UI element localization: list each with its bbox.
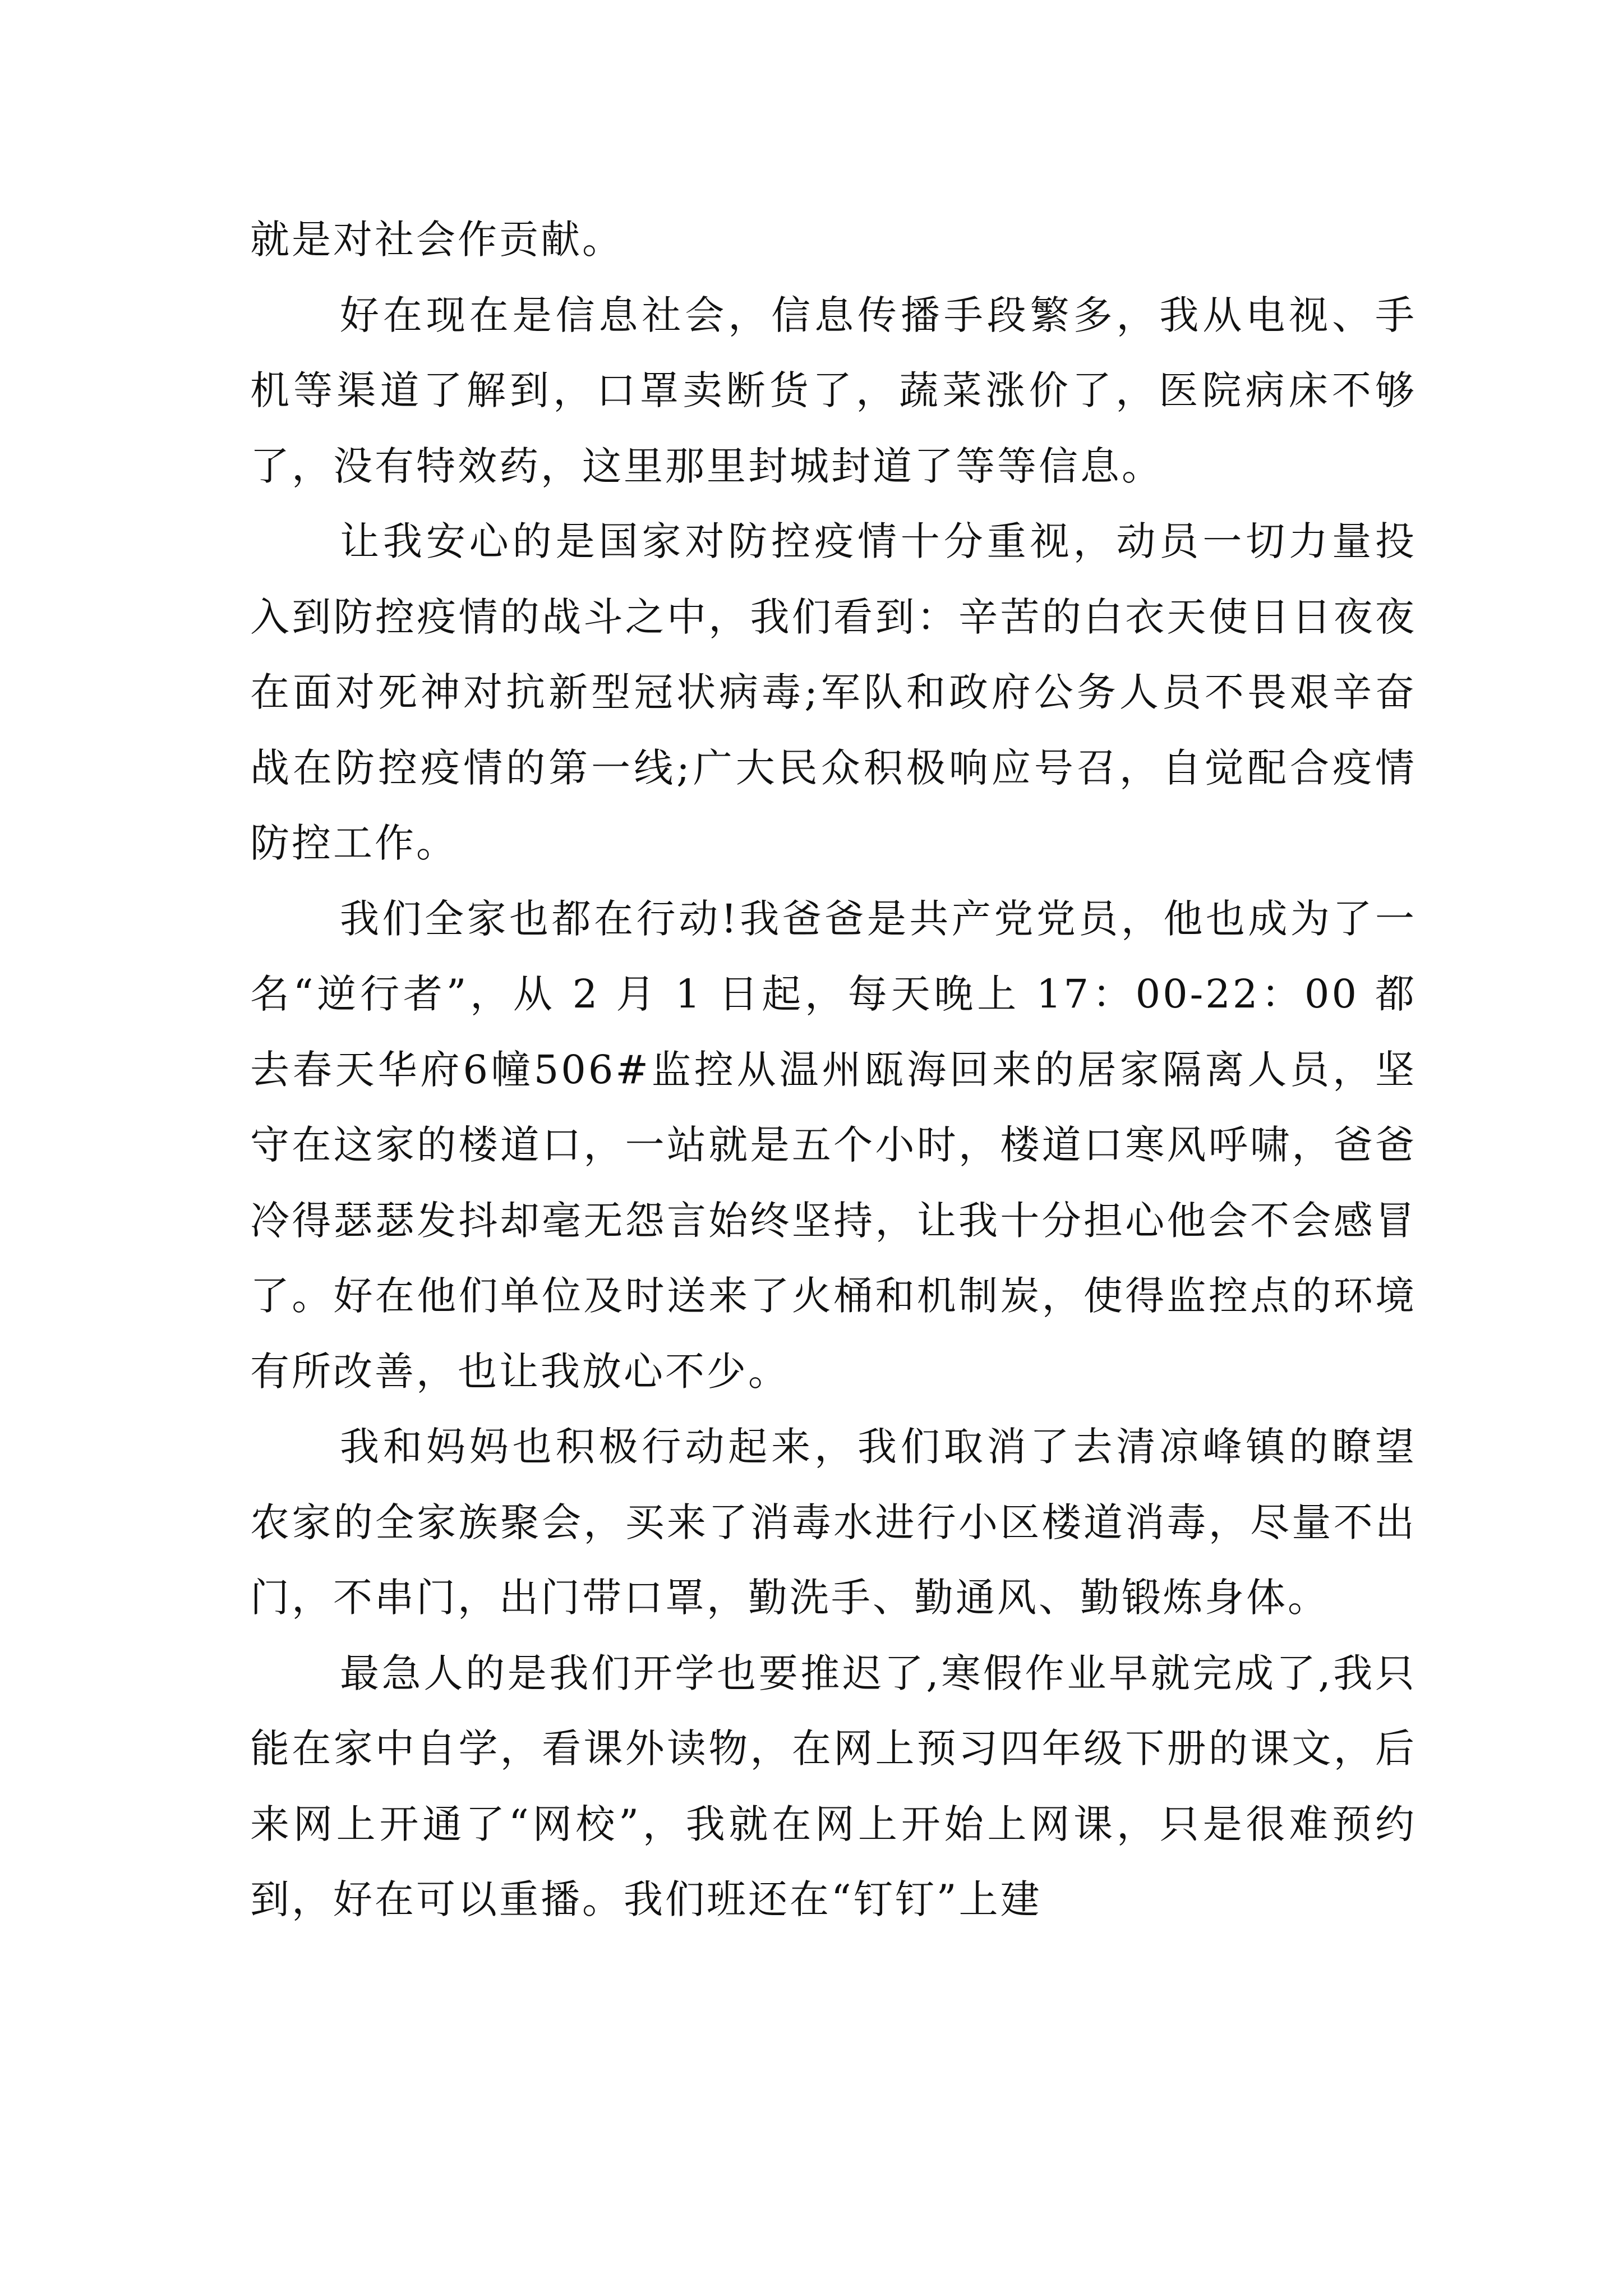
paragraph-information-society: 好在现在是信息社会，信息传播手段繁多，我从电视、手机等渠道了解到，口罩卖断货了，蔬菜涨价了，医院病床不够了，没有特效药，这里那里封城封道了等等信息。 [250, 292, 1417, 489]
paragraph-continuation: 就是对社会作贡献。 [250, 217, 624, 263]
paragraph-family-actions: 我和妈妈也积极行动起来，我们取消了去清凉峰镇的瞭望农家的全家族聚会，买来了消毒水进行小区楼道消毒，尽量不出门，不串门，出门带口罩，勤洗手、勤通风、勤锻炼身体。 [250, 1424, 1417, 1621]
paragraph-school-delay: 最急人的是我们开学也要推迟了,寒假作业早就完成了,我只能在家中自学，看课外读物，在网上预习四年级下册的课文，后来网上开通了“网校”，我就在网上开始上网课，只是很难预约到，好在可以重播。我们班还在“钉钉”上建 [250, 1650, 1417, 1922]
paragraph-national-response: 让我安心的是国家对防控疫情十分重视，动员一切力量投入到防控疫情的战斗之中，我们看到：辛苦的白衣天使日日夜夜在面对死神对抗新型冠状病毒;军队和政府公务人员不畏艰辛奋战在防控疫情的第一线;广大民众积极响应号召，自觉配合疫情防控工作。 [250, 518, 1417, 866]
paragraph-father-volunteer: 我们全家也都在行动!我爸爸是共产党党员，他也成为了一名“逆行者”，从 2 月 1 日起，每天晚上 17：00-22：00 都去春天华府6幢506#监控从温州瓯海回来的居家隔离人员，坚守在这家的楼道口，一站就是五个小时，楼道口寒风呼啸，爸爸冷得瑟瑟发抖却毫无怨言始终坚持，让我十分担心他会不会感冒了。好在他们单位及时送来了火桶和机制炭，使得监控点的环境有所改善，也让我放心不少。 [250, 895, 1417, 1395]
document-body [250, 202, 1417, 1938]
